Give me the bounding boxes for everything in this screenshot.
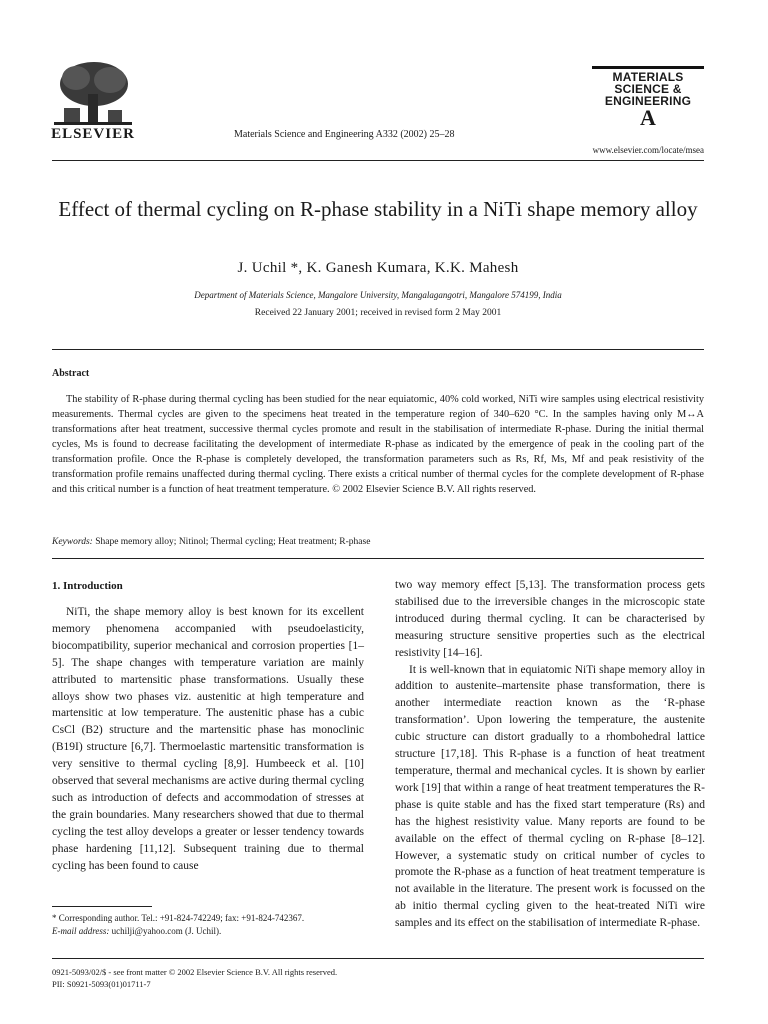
title-divider (52, 349, 704, 350)
article-authors: J. Uchil *, K. Ganesh Kumara, K.K. Mahesh (237, 260, 519, 276)
page-footer (52, 966, 704, 990)
journal-logo-line3: ENGINEERING (604, 94, 692, 108)
footer-divider (52, 958, 704, 959)
abstract-text: The stability of R-phase during thermal cycling has been studied for the near equiatomic, 40% cold worked, NiTi wire samples using electrical resistivity measurements. Thermal cycles are given to the specimens heat treated in the temperature region of 340–620 °C. In the samples having only M↔A transformations after heat treatment, successive thermal cycles promote and result in the stabilisation of intermediate R-phase. During the initial thermal cycles, Ms is found to decrease facilitating the development of intermediate R-phase as indicated by the emergence of peak in the cooling part of the transformation profile. Once the R-phase is completely developed, the transformation parameters such as Rs, Rf, Ms, Mf and peak resistivity of the transformation profile remains unaffected during thermal cycling. There exists a critical number of thermal cycles for the complete development of R-phase and this critical number is a function of heat treatment temperature. © 2002 Elsevier Science B.V. All rights reserved. (52, 394, 704, 495)
footnote-email-line (52, 925, 364, 938)
journal-logo (592, 66, 704, 129)
article-affiliation: Department of Materials Science, Mangalore University, Mangalagangotri, Mangalore 574199, India (194, 290, 562, 300)
paragraph: NiTi, the shape memory alloy is best known for its excellent memory phenomena accompanied with pseudoelasticity, biocompatibility, superior mechanical and corrosion properties [1–5]. The shape changes with temperature variation are mainly attributed to martensitic phase transformations. Usually these alloys show two phases viz. austenitic at high temperature and martensitic at low temperature. The austenitic phase has a cubic CsCl (B2) structure and the martensitic phase has monoclinic (B19I) structure [6,7]. Thermoelastic martensitic transformation is very sensitive to thermal cycling [8,9]. Humbeeck et al. [10] observed that several mechanisms are active during thermal cycling such as introduction of defects and accommodation of stresses at the grain boundaries. Many researchers showed that due to thermal cycling the test alloy develops a greater or lesser tendency towards phase hardening [11,12]. Subsequent training due to thermal cycling has been found to cause (52, 606, 364, 872)
keywords (52, 537, 704, 547)
journal-url[interactable]: www.elsevier.com/locate/msea (592, 145, 704, 155)
footnote-email-label: E-mail address: (52, 926, 110, 936)
paragraph: It is well-known that in equiatomic NiTi shape memory alloy in addition to austenite–martensite phase transformation, there is another intermediate reaction known as the ‘R-phase transformation’. Upon lowering the temperature, the austenite cubic structure can distort gradually to a rhombohedral lattice structure [17,18]. This R-phase is a function of heat treatment temperature, thermal and mechanical cycles. It is shown by earlier work [19] that within a range of heat treatment temperatures the R-phase is quite stable and has the fixed start temperature (Rs) and has the highest resistivity value. Many reports are found to be available on the effect of thermal cycling on R-phase [8–12]. However, a systematic study on critical number of cycles to promote the R-phase as a function of heat treatment temperature is not available in the literature. The present work is focussed on the ab initio thermal cycling given to the heat-treated NiTi wire samples and its effect on the stabilisation of intermediate R-phase. (395, 663, 705, 930)
footer-copyright: 0921-5093/02/$ - see front matter © 2002 Elsevier Science B.V. All rights reserved. (52, 967, 338, 977)
article-title: Effect of thermal cycling on R-phase stability in a NiTi shape memory alloy (58, 197, 698, 221)
paragraph: two way memory effect [5,13]. The transformation process gets stabilised due to the irreversible changes in the microscopic state introduced during thermal cycling. It can be characterised by measuring structure sensitive properties such as the electrical resistivity [14–16]. (395, 579, 705, 659)
article-received: Received 22 January 2001; received in revised form 2 May 2001 (254, 308, 502, 318)
footnote-corresponding: * Corresponding author. Tel.: +91-824-742249; fax: +91-824-742367. (52, 913, 305, 923)
keywords-text: Shape memory alloy; Nitinol; Thermal cycling; Heat treatment; R-phase (95, 537, 371, 547)
keywords-label: Keywords: (52, 537, 93, 547)
abstract-divider (52, 558, 704, 559)
body-column-left (52, 604, 364, 875)
footnote (52, 912, 364, 938)
journal-logo-line1: MATERIALS (612, 70, 684, 84)
body-column-right (395, 577, 705, 932)
footer-pii: PII: S0921-5093(01)01711-7 (52, 979, 151, 989)
abstract-heading: Abstract (52, 368, 90, 379)
footnote-email[interactable]: uchilji@yahoo.com (J. Uchil). (111, 926, 222, 936)
journal-logo-rule (592, 66, 704, 69)
publisher-name: ELSEVIER (51, 126, 135, 142)
header-divider (52, 160, 704, 161)
elsevier-tree-logo-icon (52, 60, 134, 126)
journal-logo-line2: SCIENCE & (614, 82, 682, 96)
section-heading-introduction: 1. Introduction (52, 580, 123, 592)
footnote-divider (52, 906, 152, 907)
journal-citation: Materials Science and Engineering A332 (2002) 25–28 (234, 129, 455, 140)
journal-logo-letter: A (640, 105, 656, 130)
